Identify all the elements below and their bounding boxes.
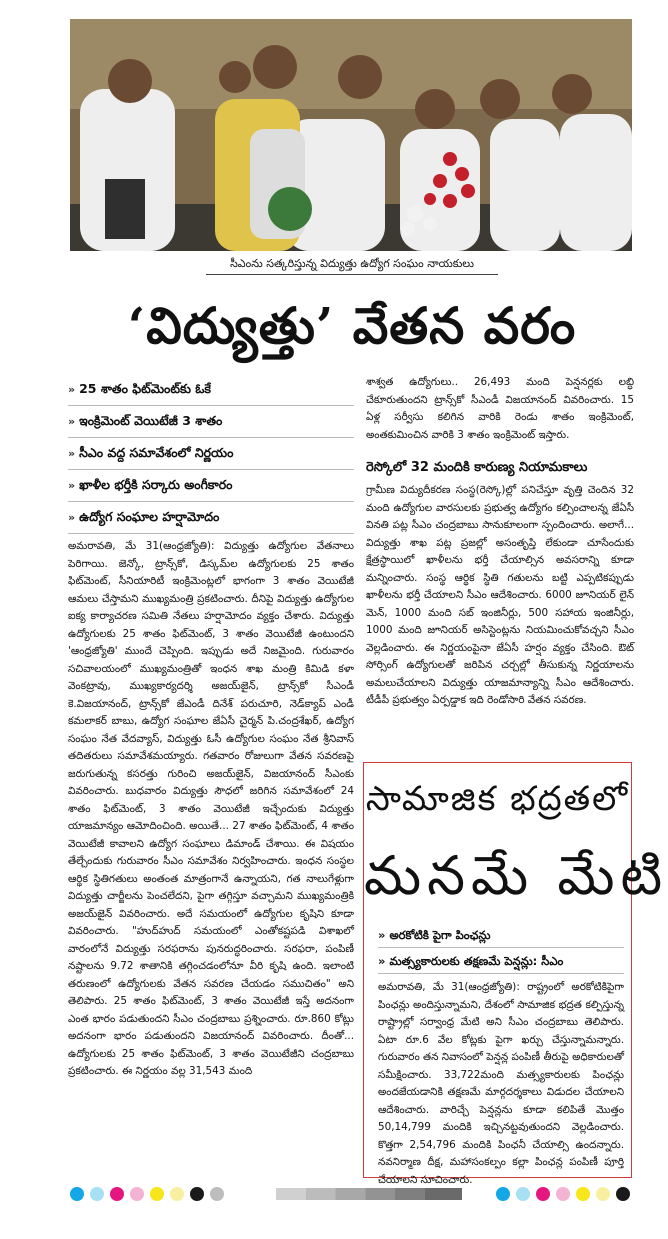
double-chevron-icon: »: [378, 928, 390, 942]
box-bullet: » మత్స్యకారులకు తక్షణమే పెన్షన్లు: సీఎం: [378, 949, 624, 974]
double-chevron-icon: »: [68, 383, 76, 396]
double-chevron-icon: »: [68, 415, 76, 428]
headline: ‘విద్యుత్తు’ వేతన వరం: [127, 296, 577, 355]
cyan-dot: [70, 1187, 84, 1201]
bullet-item: » 25 శాతం ఫిట్‌మెంట్‌కు ఓకే: [68, 374, 354, 406]
photo-caption: సీఎంను సత్కరిస్తున్న విద్యుత్తు ఉద్యోగ సంఘం నాయకులు: [206, 254, 498, 275]
highlight-bullets: [68, 374, 354, 534]
double-chevron-icon: »: [68, 511, 76, 524]
black-dot: [190, 1187, 204, 1201]
article-body-left: అమరావతి, మే 31(ఆంధ్రజ్యోతి): విద్యుత్తు ఉద్యోగుల వేతనాలు పెరిగాయి. జెన్కో, ట్రాన్స్‌కో, డిస్కమ్‌ల ఉద్యోగులకు 25 శాతం ఫిట్‌మెంట్, సీనియారిటీ ఇంక్రిమెంట్లలో భాగంగా 3 శాతం వెయిటేజీ ఆమలు చేస్తామని ముఖ్యమంత్రి ప్రకటించారు. దీనిపై విద్యుత్తు ఉద్యోగుల ఐక్య కార్యాచరణ సమితి నేతలు హర్షామోదం వ్యక్తం చేశారు. విద్యుత్తు ఉద్యోగులకు 25 శాతం ఫిట్‌మెంట్, 3 శాతం వెయిటేజీ ఉంటుందని 'ఆంధ్రజ్యోతి' ముందే చెప్పింది. ఇప్పుడు అదే నిజమైంది. గురువారం సచివాలయంలో ముఖ్యమంత్రితో ఇంధన శాఖ మంత్రి కిమిడి కళా వెంకట్రావు, ముఖ్యకార్యదర్శి అజయ్‌జైన్, ట్రాన్స్‌కో సీఎండీ కె.విజయానంద్, ట్రాన్స్‌కో జేఎండీ దినేశ్ పరుచూరి, నెడ్‌క్యాప్ ఎండీ కమలాకర్ బాబు, ఉద్యోగ సంఘాల జేఏసీ చైర్మన్ పి.చంద్రశేఖర్, ఉద్యోగ సంఘం నేత వేదవ్యాస్, విద్యుత్తు ఓసీ ఉద్యోగుల సంఘం నేత శ్రీనివాస్ తదితరులు సమావేశమయ్యారు. గతవారం రోజులుగా వేతన సవరణపై జరుగుతున్న కసరత్తు గురించి అజయ్‌జైన్, విజయానంద్ సీఎంకు వివరించారు. బుధవారం విద్యుత్తు సౌధలో జరిగిన సమావేశంలో 24 శాతం ఫిట్‌మెంట్, 3 శాతం వెయిటేజీ ఇచ్చేందుకు విద్యుత్తు యాజమాన్యం ఆమోదించింది. అయితే... 27 శాతం ఫిట్‌మెంట్, 4 శాతం వెయిటేజీ కావాలని ఉద్యోగ సంఘాలు డిమాండ్ చేశాయి. ఈ విషయం తేల్చేందుకు గురువారం సీఎం సమావేశం నిర్వహించారు. ఇంధన సంస్థల ఆర్థిక స్థితిగతులు అంతంత మాత్రంగానే ఉన్నాయని, గత నాలుగేళ్లుగా విద్యుత్తు చార్జీలను పెంచలేదని, పైగా తగ్గిస్తూ వచ్చామని ముఖ్యమంత్రికి అజయ్‌జైన్ వివరించారు. అదే సమయంలో ఉద్యోగుల కృషిని కూడా వివరించారు. "హుద్‌హుద్ సమయంలో ఎంతోకష్టపడి విశాఖలో వారంలోనే విద్యుత్తు సరఫరాను పునరుద్ధరించారు. సరఫరా, పంపిణీ నష్టాలను 9.72 శాతానికి తగ్గించడంలోనూ వీరి కృషి ఉంది. ఇలాంటి తరుణంలో ఉద్యోగులకు వేతన సవరణ చేయడం సముచితం" అని తెలిపారు. 25 శాతం ఫిట్‌మెంట్, 3 శాతం వెయిటేజీ ఇస్తే అదనంగా ఎంత భారం పడుతుందని సీఎం చంద్రబాబు ప్రశ్నించారు. రూ.860 కోట్లు అదనంగా భారం పడుతుందని విజయానంద్ వివరించారు. దీంతో... ఉద్యోగులకు 25 శాతం ఫిట్‌మెంట్, 3 శాతం వెయిటేజీని చంద్రబాబు ప్రకటించారు. ఈ నిర్ణయం వల్ల 31,543 మంది: [68, 540, 354, 1077]
print-gray-scale-bar: [276, 1188, 462, 1200]
double-chevron-icon: »: [378, 954, 390, 968]
photo-illustration: [70, 19, 632, 251]
sidebar-story-box: [363, 762, 668, 1186]
gray-dot: [210, 1187, 224, 1201]
box-body-text: అమరావతి, మే 31(ఆంధ్రజ్యోతి): రాష్ట్రంలో అరకోటికిపైగా పింఛన్లు అందిస్తున్నామని, దేశంలో సామాజిక భద్రత కల్పిస్తున్న రాష్ట్రాల్లో సర్వాంధ్ర మేటి అని సీఎం చంద్రబాబు తెలిపారు. ఏటా రూ.6 వేల కోట్లకు పైగా ఖర్చు చేస్తున్నామన్నారు. గురువారం తన నివాసంలో పెన్షన్ల పంపిణీ తీరుపై అధికారులతో సమీక్షించారు. 33,722మంది మత్స్యకారులకు పింఛన్లు అందజేయడానికి తక్షణమే మార్గదర్శకాలు విడుదల చేయాలని ఆదేశించారు. వారిచ్చే పెన్షన్లను కూడా కలిపితే మొత్తం 50,14,799 మందికి ఇచ్చినట్టవుతుందని వెల్లడించారు. కొత్తగా 2,54,796 మందికి పింఛనీ చేయాల్సి ఉందన్నారు. నవనిర్మాణ దీక్ష, మహాసంకల్పం కల్లా పింఛన్ల పంపిణీ పూర్తి చేయాలని సూచించారు.: [378, 981, 624, 1186]
yellow-dot: [576, 1187, 590, 1201]
box-bullet: » అరకోటికి పైగా పింఛన్లు: [378, 923, 624, 948]
light-yellow-dot: [170, 1187, 184, 1201]
light-magenta-dot: [130, 1187, 144, 1201]
news-photo: [70, 19, 632, 251]
print-registration-dots-left: [70, 1187, 224, 1201]
bullet-item: » ఇంక్రిమెంట్ వెయిటేజీ 3 శాతం: [68, 406, 354, 438]
light-magenta-dot: [556, 1187, 570, 1201]
box-title-line2: మనమే మేటి: [364, 844, 668, 907]
print-registration-dots-right: [496, 1187, 630, 1201]
yellow-dot: [150, 1187, 164, 1201]
article-body-right-continued: శాశ్వత ఉద్యోగులు.. 26,493 మంది పెన్షనర్లకు లబ్ధి చేకూరుతుందని ట్రాన్స్‌కో సీఎండీ విజయానంద్ వివరించారు. 15 ఏళ్ల సర్వీసు కలిగిన వారికి రెండు శాతం ఇంక్రిమెంట్, అంతకుమించిన వారికి 3 శాతం ఇంక్రిమెంట్ ఇస్తారు.: [366, 376, 634, 441]
cyan-dot: [496, 1187, 510, 1201]
magenta-dot: [110, 1187, 124, 1201]
magenta-dot: [536, 1187, 550, 1201]
article-body-right: గ్రామీణ విద్యుదీకరణ సంస్థ(రెస్కో)ల్లో పనిచేస్తూ వృత్తి చెందిన 32 మంది ఉద్యోగుల వారసులకు ప్రభుత్వ ఉద్యోగం కల్పించాలన్న జేఏసీ వినతి పట్ల సీఎం చంద్రబాబు సానుకూలంగా స్పందించారు. అలాగే... విద్యుత్తు శాఖ పట్ల ప్రజల్లో అసంతృప్తి లేకుండా చూసేందుకు క్షేత్రస్థాయిలో ఖాళీలను భర్తీ చేయాల్సిన అవసరాన్ని కూడా మన్నించారు. సంస్థ ఆర్థిక స్థితి గతులను బట్టి ఎప్పటికప్పుడు ఖాళీలను భర్తీ చేయాలని సీఎం ఆదేశించారు. 6000 జూనియర్ లైన్ మెన్, 1000 మంది సబ్ ఇంజినీర్లు, 500 సహాయ ఇంజినీర్లు, 1000 మంది జూనియర్ అసిస్టెంట్లను నియమించుకోవచ్చని సీఎం వెల్లడించారు. ఈ నిర్ణయంపైనా జేఏసీ హర్షం వ్యక్తం చేసింది. ఔట్ సోర్సింగ్ ఉద్యోగులతో జరిపిన చర్చల్లో తీసుకున్న నిర్ణయాలను అమలుచేయాలని విద్యుత్తు యాజమాన్యాన్ని సీఎం ఆదేశించారు. టీడీపీ ప్రభుత్వం ఏర్పడ్డాక ఇది రెండోసారి వేతన సవరణ.: [366, 484, 634, 706]
light-yellow-dot: [596, 1187, 610, 1201]
bullet-item: » ఖాళీల భర్తీకి సర్కారు అంగీకారం: [68, 470, 354, 502]
box-title-line1: సామాజిక భద్రతలో: [365, 779, 630, 819]
bullet-item: » ఉద్యోగ సంఘాల హర్షామోదం: [68, 502, 354, 534]
black-dot: [616, 1187, 630, 1201]
double-chevron-icon: »: [68, 479, 76, 492]
article-subhead: రెస్కోలో 32 మందికి కారుణ్య నియామకాలు: [366, 460, 588, 475]
double-chevron-icon: »: [68, 447, 76, 460]
light-cyan-dot: [90, 1187, 104, 1201]
light-cyan-dot: [516, 1187, 530, 1201]
bullet-item: » సీఎం వద్ద సమావేశంలో నిర్ణయం: [68, 438, 354, 470]
